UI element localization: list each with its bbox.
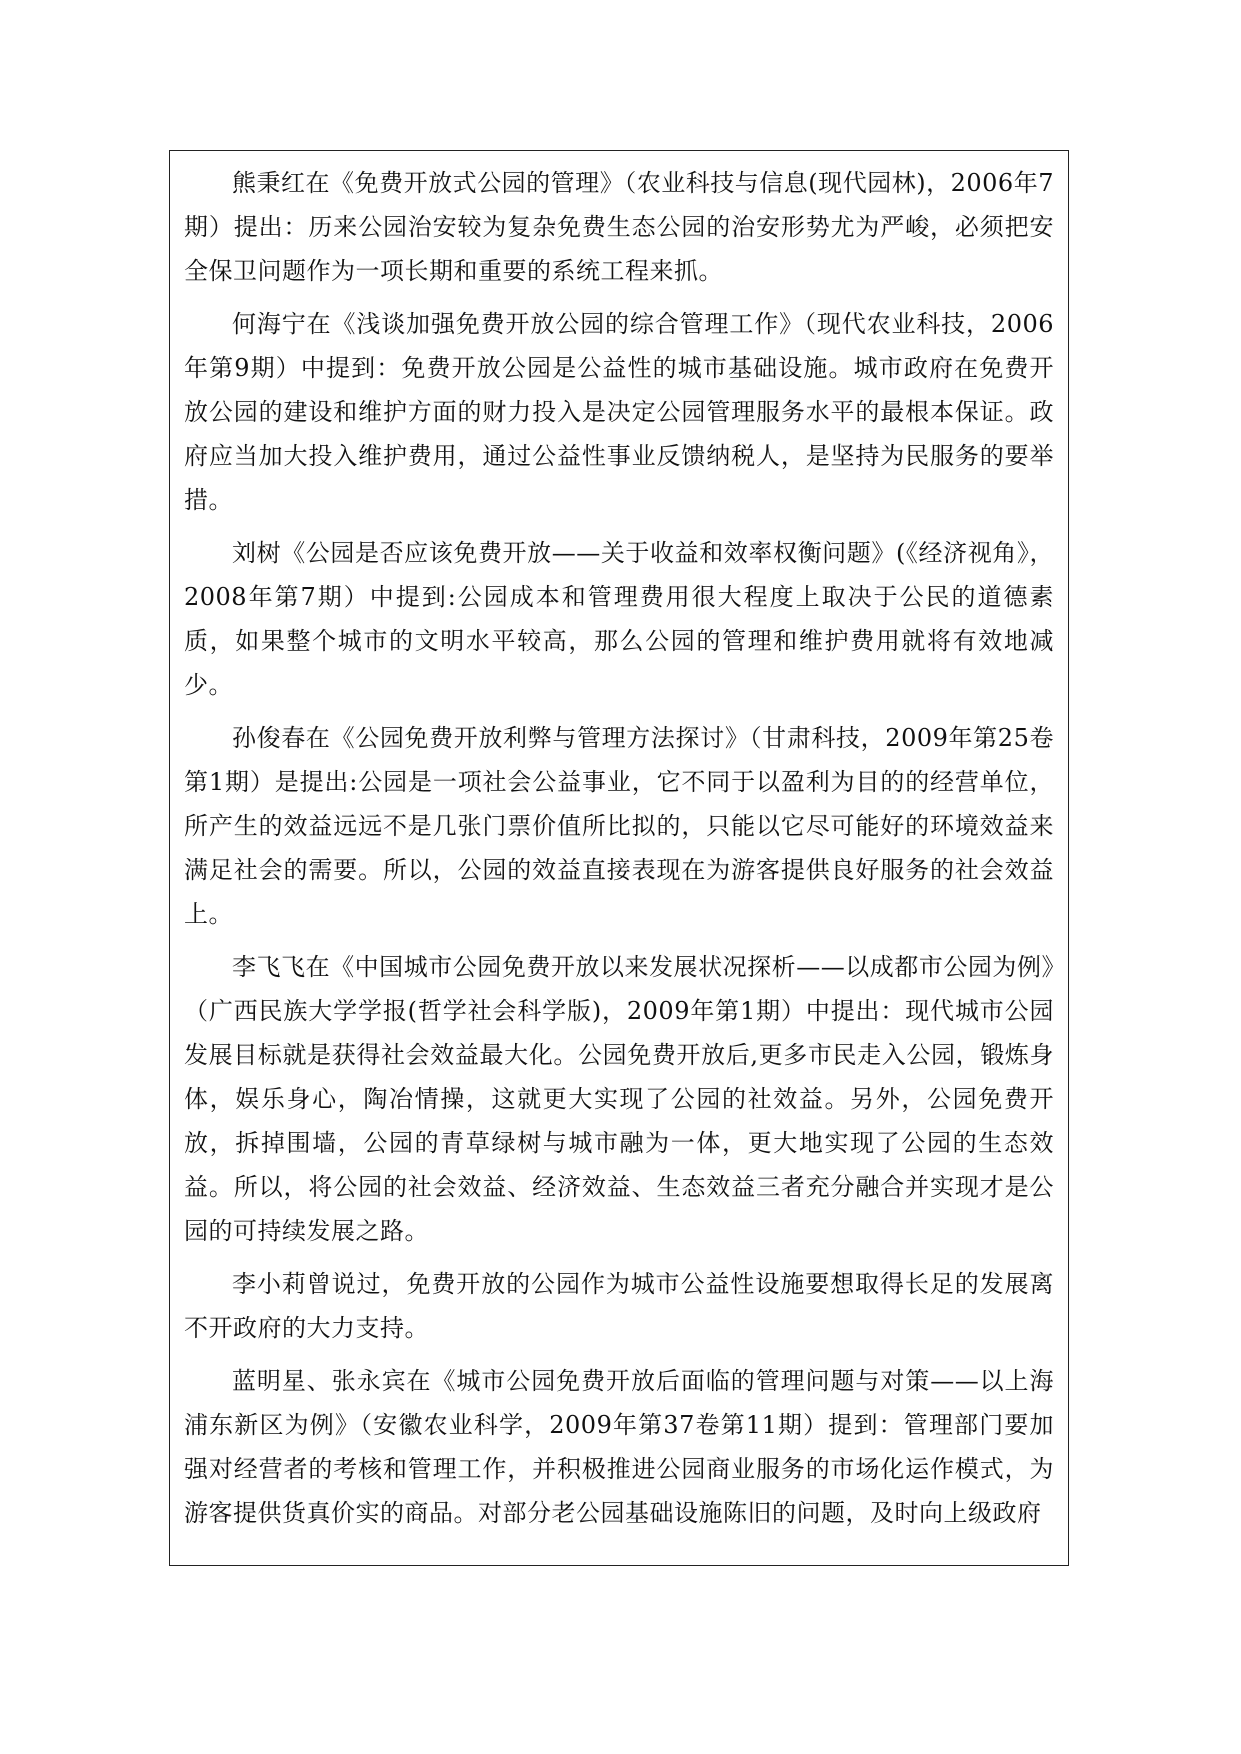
paragraph-liu-shu: 刘树《公园是否应该免费开放——关于收益和效率权衡问题》(《经济视角》，2008年第7期）中提到:公园成本和管理费用很大程度上取决于公民的道德素质，如果整个城市的文明水平较高，那么公园的管理和维护费用就将有效地减少。 bbox=[184, 539, 1054, 699]
paragraph-he-haining: 何海宁在《浅谈加强免费开放公园的综合管理工作》（现代农业科技，2006年第9期）中提到：免费开放公园是公益性的城市基础设施。城市政府在免费开放公园的建设和维护方面的财力投入是决定公园管理服务水平的最根本保证。政府应当加大投入维护费用，通过公益性事业反馈纳税人，是坚持为民服务的要举措。 bbox=[184, 310, 1054, 514]
bordered-text-box bbox=[169, 150, 1069, 1566]
paragraph-sun-junchun: 孙俊春在《公园免费开放利弊与管理方法探讨》（甘肃科技，2009年第25卷第1期）是提出:公园是一项社会公益事业，它不同于以盈利为目的的经营单位，所产生的效益远远不是几张门票价值所比拟的，只能以它尽可能好的环境效益来满足社会的需要。所以，公园的效益直接表现在为游客提供良好服务的社会效益上。 bbox=[184, 724, 1054, 928]
paragraph-li-xiaoli: 李小莉曾说过，免费开放的公园作为城市公益性设施要想取得长足的发展离不开政府的大力支持。 bbox=[184, 1270, 1054, 1342]
paragraph-xiong-binghong: 熊秉红在《免费开放式公园的管理》（农业科技与信息(现代园林)，2006年7期）提出：历来公园治安较为复杂免费生态公园的治安形势尤为严峻，必须把安全保卫问题作为一项长期和重要的系统工程来抓。 bbox=[184, 169, 1054, 285]
paragraph-li-feifei: 李飞飞在《中国城市公园免费开放以来发展状况探析——以成都市公园为例》（广西民族大学学报(哲学社会科学版)，2009年第1期）中提出：现代城市公园发展目标就是获得社会效益最大化。公园免费开放后,更多市民走入公园，锻炼身体，娱乐身心，陶冶情操，这就更大实现了公园的社效益。另外，公园免费开放，拆掉围墙，公园的青草绿树与城市融为一体，更大地实现了公园的生态效益。所以，将公园的社会效益、经济效益、生态效益三者充分融合并实现才是公园的可持续发展之路。 bbox=[184, 953, 1054, 1245]
paragraph-lan-mingxing: 蓝明星、张永宾在《城市公园免费开放后面临的管理问题与对策——以上海浦东新区为例》（安徽农业科学，2009年第37卷第11期）提到：管理部门要加强对经营者的考核和管理工作，并积极推进公园商业服务的市场化运作模式，为游客提供货真价实的商品。对部分老公园基础设施陈旧的问题，及时向上级政府 bbox=[184, 1367, 1054, 1527]
